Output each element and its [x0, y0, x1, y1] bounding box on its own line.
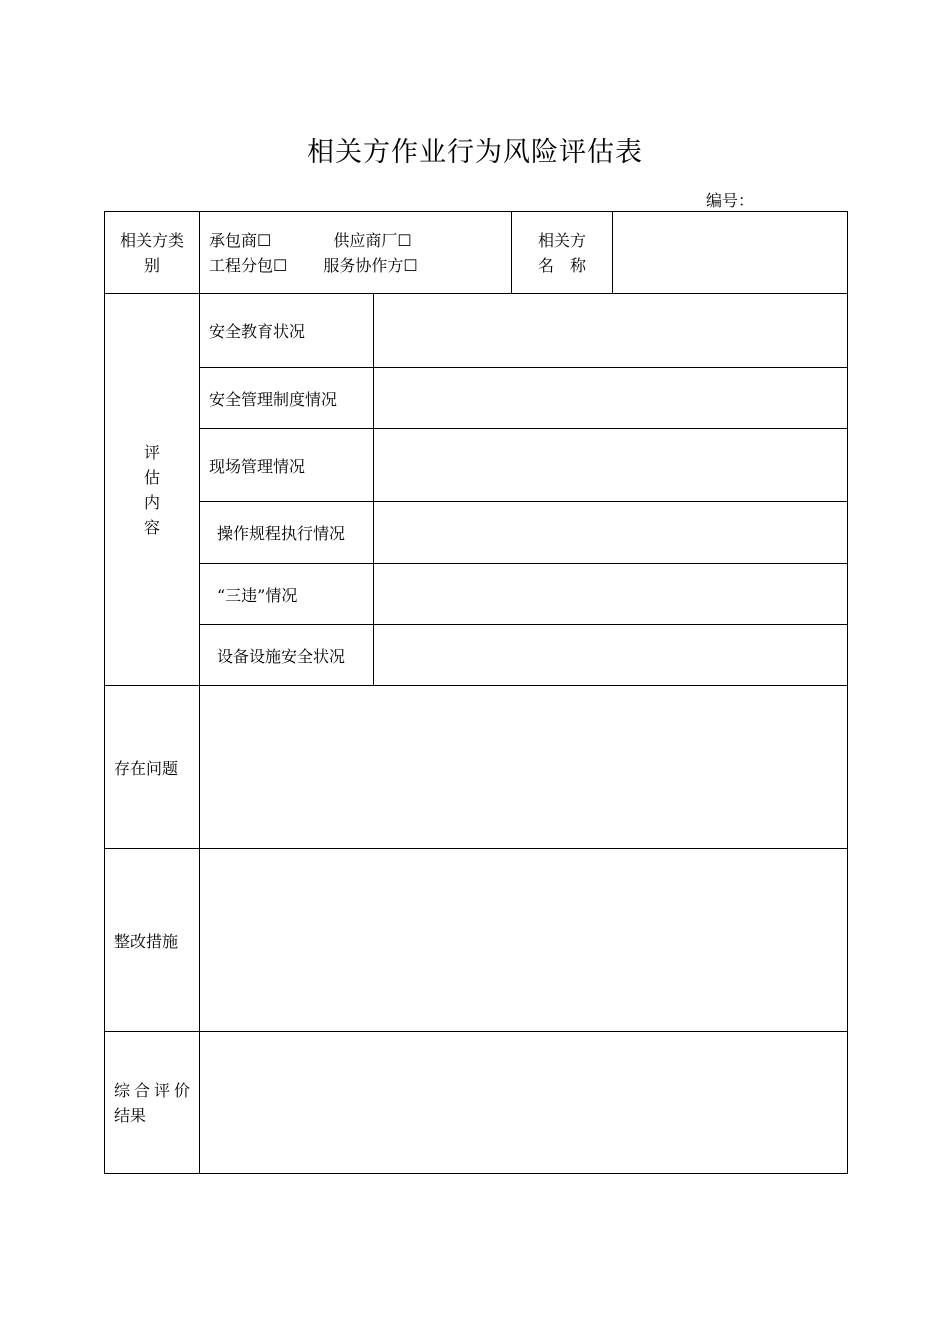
- evaluation-row: [105, 294, 848, 368]
- option-service[interactable]: 服务协作方☐: [323, 255, 418, 275]
- evaluation-item-value[interactable]: [374, 429, 848, 502]
- party-type-options: [200, 212, 512, 294]
- evaluation-label-char: 内: [143, 492, 160, 512]
- party-type-label: [105, 212, 200, 294]
- problems-value[interactable]: [200, 686, 848, 849]
- result-value[interactable]: [200, 1032, 848, 1174]
- serial-number-label: 编号：: [706, 191, 755, 210]
- evaluation-item-value[interactable]: [374, 564, 848, 625]
- evaluation-label-char: 评: [143, 442, 160, 462]
- evaluation-item-label: 安全教育状况: [200, 294, 374, 368]
- rectification-label: 整改措施: [105, 849, 200, 1032]
- result-label-line1: 综合评价: [114, 1080, 190, 1100]
- page-title: 相关方作业行为风险评估表: [307, 137, 643, 168]
- party-name-label: [512, 212, 613, 294]
- evaluation-item-label: 安全管理制度情况: [200, 368, 374, 429]
- evaluation-row: [105, 429, 848, 502]
- party-type-row: [105, 212, 848, 294]
- evaluation-item-label: 设备设施安全状况: [200, 625, 374, 686]
- result-label: [105, 1032, 200, 1174]
- evaluation-label-char: 容: [143, 517, 160, 537]
- rectification-row: [105, 849, 848, 1032]
- option-supplier[interactable]: 供应商厂☐: [333, 230, 412, 250]
- evaluation-item-label: 操作规程执行情况: [200, 502, 374, 564]
- result-label-line2: 结果: [114, 1105, 147, 1125]
- evaluation-item-label: 现场管理情况: [200, 429, 374, 502]
- evaluation-item-value[interactable]: [374, 368, 848, 429]
- evaluation-row: [105, 502, 848, 564]
- option-contractor[interactable]: 承包商☐: [209, 230, 272, 250]
- result-row: [105, 1032, 848, 1174]
- evaluation-row: [105, 368, 848, 429]
- problems-label: 存在问题: [105, 686, 200, 849]
- evaluation-item-value[interactable]: [374, 625, 848, 686]
- evaluation-item-value[interactable]: [374, 294, 848, 368]
- rectification-value[interactable]: [200, 849, 848, 1032]
- evaluation-label-char: 估: [143, 467, 160, 487]
- party-name-label-line2: 名 称: [537, 255, 586, 275]
- party-type-label-line1: 相关方类: [119, 230, 184, 250]
- option-subcontract[interactable]: 工程分包☐: [209, 255, 288, 275]
- evaluation-row: [105, 625, 848, 686]
- problems-row: [105, 686, 848, 849]
- evaluation-label: [105, 294, 200, 686]
- evaluation-item-value[interactable]: [374, 502, 848, 564]
- party-name-label-line1: 相关方: [537, 230, 586, 250]
- party-type-label-line2: 别: [143, 255, 160, 275]
- assessment-form-table: [104, 211, 848, 1174]
- party-name-value[interactable]: [613, 212, 848, 294]
- evaluation-item-label: “三违”情况: [200, 564, 374, 625]
- evaluation-row: [105, 564, 848, 625]
